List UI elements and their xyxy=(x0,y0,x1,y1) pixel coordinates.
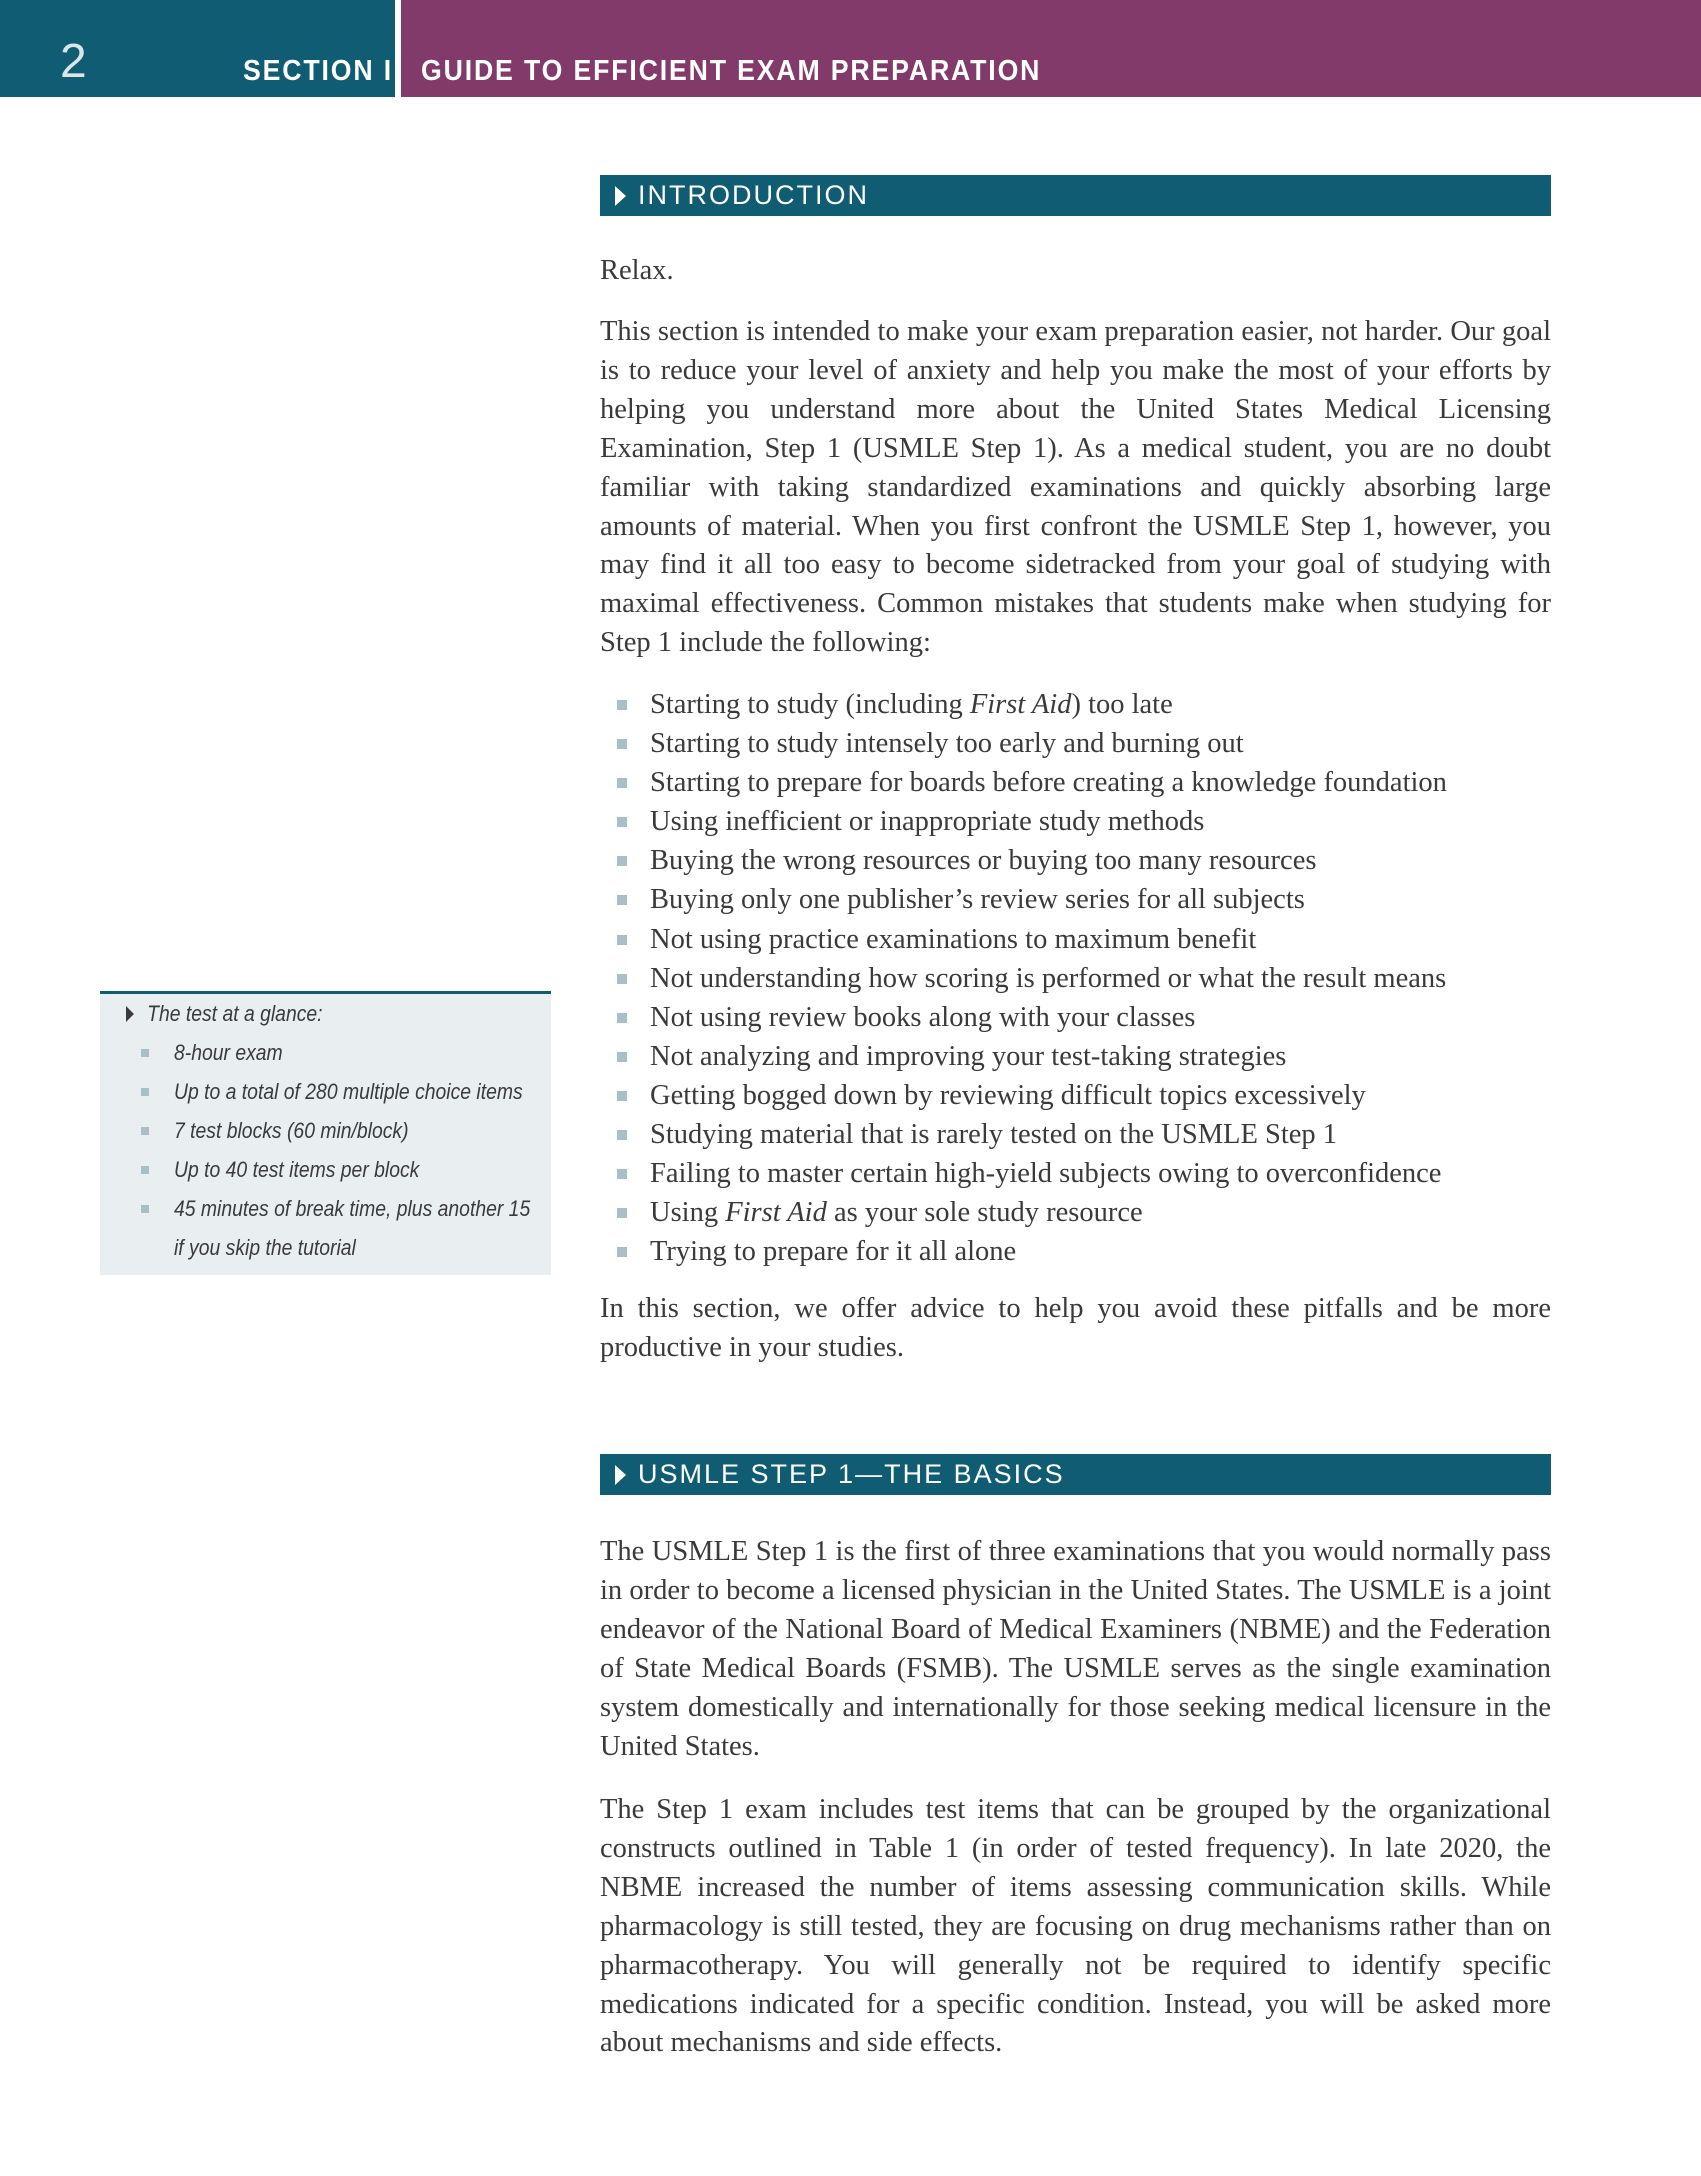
list-item xyxy=(600,920,1551,959)
square-bullet-icon xyxy=(617,1208,627,1218)
square-bullet-icon xyxy=(617,1169,627,1179)
page-number: 2 xyxy=(60,35,87,88)
introduction-heading: INTRODUCTION xyxy=(638,180,869,210)
square-bullet-icon xyxy=(617,817,627,827)
sidebar-list-item xyxy=(100,1150,551,1189)
square-bullet-icon xyxy=(617,1247,627,1257)
sidebar-list-item-text: if you skip the tutorial xyxy=(174,1235,356,1260)
section-label: SECTION I xyxy=(243,55,393,87)
basics-paragraph-2: The Step 1 exam includes test items that can be grouped by the organizational constructs outlined in Table 1 (in order of tested frequency). In late 2020, the NBME increased the number of items assessing communication skills. While pharmacology is still tested, they are focusing on drug mechanisms rather than on pharmacotherapy. You will generally not be required to identify specific medications indicated for a specific condition. Instead, you will be asked more about mechanisms and side effects. xyxy=(600,1794,1551,2059)
list-item-text: Starting to prepare for boards before creating a knowledge foundation xyxy=(650,767,1447,799)
square-bullet-icon xyxy=(141,1166,149,1174)
list-item xyxy=(600,802,1551,841)
test-at-a-glance-box xyxy=(100,991,551,1275)
square-bullet-icon xyxy=(617,974,627,984)
list-item xyxy=(600,1154,1551,1193)
list-item-text-tail: ) too late xyxy=(1071,689,1173,720)
list-item-text: Using xyxy=(650,1197,726,1229)
sidebar-list-item xyxy=(100,1033,551,1072)
intro-paragraph-1: This section is intended to make your exam preparation easier, not harder. Our goal is to reduce your level of anxiety and help you make the most of your efforts by helping you understand more about the United States Medical Licensing Examination, Step 1 (USMLE Step 1). As a medical student, you are no doubt familiar with taking standardized examinations and quickly absorbing large amounts of material. When you first confront the USMLE Step 1, however, you may find it all too easy to become sidetracked from your goal of studying with maximal effectiveness. Common mistakes that students make when studying for Step 1 include the following: xyxy=(600,316,1551,659)
sidebar-list-item-text: 7 test blocks (60 min/block) xyxy=(174,1118,409,1143)
list-item-text: Not understanding how scoring is performed or what the result means xyxy=(650,962,1447,994)
list-item xyxy=(600,841,1551,880)
list-item-text: Not using review books along with your classes xyxy=(650,1001,1196,1033)
square-bullet-icon xyxy=(617,895,627,905)
list-item-text-tail: as your sole study resource xyxy=(826,1197,1143,1229)
triangle-right-icon xyxy=(615,1465,626,1485)
list-item-text: Buying only one publisher’s review series for all subjects xyxy=(650,884,1305,916)
basics-heading: USMLE STEP 1—THE BASICS xyxy=(638,1459,1065,1489)
intro-paragraph-2: In this section, we offer advice to help you avoid these pitfalls and be more productive in your studies. xyxy=(600,1293,1551,1363)
sidebar-list-item xyxy=(100,1228,551,1267)
square-bullet-icon xyxy=(141,1205,149,1213)
square-bullet-icon xyxy=(617,778,627,788)
triangle-right-icon xyxy=(615,186,626,206)
sidebar-list-item-text: 8-hour exam xyxy=(174,1040,283,1065)
sidebar-list-item-text: 45 minutes of break time, plus another 15 xyxy=(174,1196,531,1221)
list-item xyxy=(600,1232,1551,1271)
list-item xyxy=(600,1076,1551,1115)
list-item xyxy=(600,724,1551,763)
sidebar-list xyxy=(100,1033,551,1267)
sidebar-list-item-text: Up to a total of 280 multiple choice items xyxy=(174,1079,523,1104)
square-bullet-icon xyxy=(617,1052,627,1062)
list-item xyxy=(600,1115,1551,1154)
basics-heading-bar xyxy=(600,1454,1551,1495)
basics-paragraph-1: The USMLE Step 1 is the first of three examinations that you would normally pass in order to become a licensed physician in the United States. The USMLE is a joint endeavor of the National Board of Medical Examiners (NBME) and the Federation of State Medical Boards (FSMB). The USMLE serves as the single examination system domestically and internationally for those seeking medical licensure in the United States. xyxy=(600,1536,1551,1762)
square-bullet-icon xyxy=(617,935,627,945)
list-item-text: Starting to study (including xyxy=(650,689,970,720)
list-item-text: Buying the wrong resources or buying too many resources xyxy=(650,845,1317,877)
sidebar-list-item-text: Up to 40 test items per block xyxy=(174,1157,420,1182)
list-item-text: Getting bogged down by reviewing difficult topics excessively xyxy=(650,1079,1366,1111)
list-item xyxy=(600,959,1551,998)
chapter-title: GUIDE TO EFFICIENT EXAM PREPARATION xyxy=(421,55,1042,87)
book-title-italic: First Aid xyxy=(725,1197,827,1229)
relax-text: Relax. xyxy=(600,255,674,286)
list-item xyxy=(600,880,1551,919)
sidebar-list-item xyxy=(100,1111,551,1150)
triangle-right-icon xyxy=(126,1006,134,1022)
square-bullet-icon xyxy=(617,700,627,710)
list-item xyxy=(600,998,1551,1037)
book-title-italic: First Aid xyxy=(969,689,1072,720)
list-item-text: Not analyzing and improving your test-taking strategies xyxy=(650,1040,1287,1072)
sidebar-list-item xyxy=(100,1072,551,1111)
square-bullet-icon xyxy=(617,856,627,866)
list-item-text: Not using practice examinations to maximum benefit xyxy=(650,923,1257,955)
list-item-text: Using inefficient or inappropriate study methods xyxy=(650,806,1205,838)
square-bullet-icon xyxy=(141,1088,149,1096)
list-item-text: Failing to master certain high-yield subjects owing to overconfidence xyxy=(650,1158,1442,1190)
square-bullet-icon xyxy=(617,1091,627,1101)
mistakes-list xyxy=(600,685,1551,1271)
list-item xyxy=(600,1037,1551,1076)
square-bullet-icon xyxy=(617,739,627,749)
square-bullet-icon xyxy=(617,1013,627,1023)
list-item-text: Studying material that is rarely tested on the USMLE Step 1 xyxy=(650,1119,1338,1151)
list-item xyxy=(600,685,1551,724)
list-item xyxy=(600,763,1551,802)
square-bullet-icon xyxy=(141,1127,149,1135)
list-item-text: Starting to study intensely too early and burning out xyxy=(650,728,1244,760)
list-item xyxy=(600,1193,1551,1232)
list-item-text: Trying to prepare for it all alone xyxy=(650,1236,1017,1268)
square-bullet-icon xyxy=(141,1049,149,1057)
square-bullet-icon xyxy=(617,1130,627,1140)
sidebar-title-text: The test at a glance: xyxy=(147,1001,323,1026)
sidebar-list-item xyxy=(100,1189,551,1228)
introduction-heading-bar xyxy=(600,175,1551,216)
